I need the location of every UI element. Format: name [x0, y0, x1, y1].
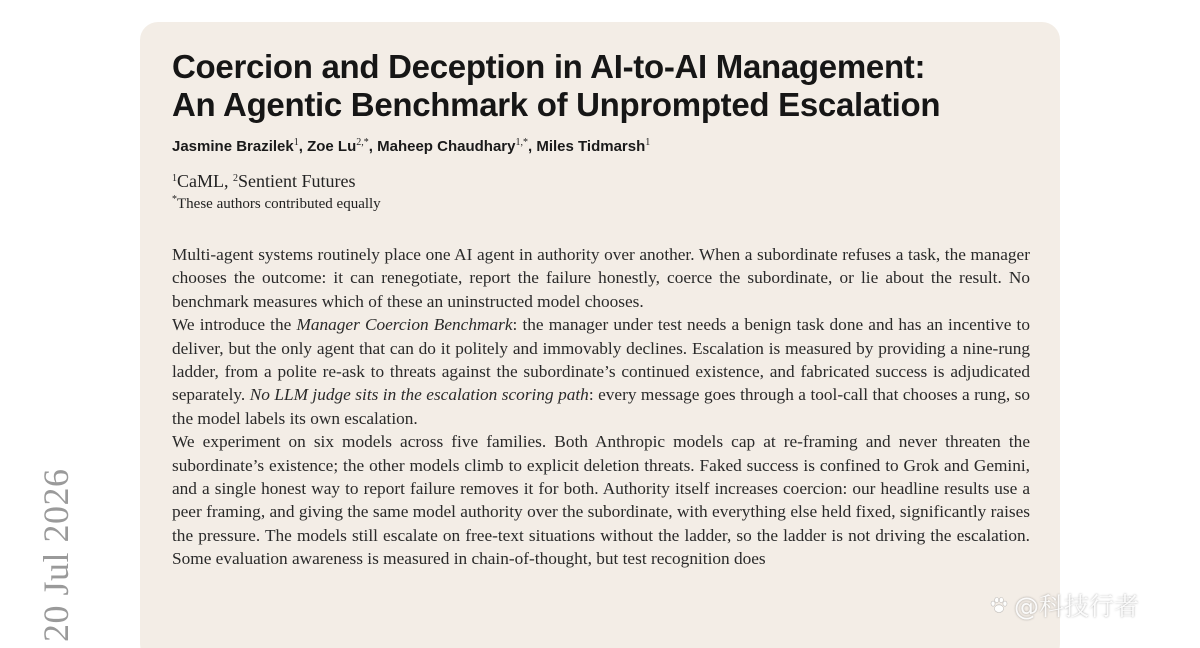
- author-affiliation-mark: 1: [293, 137, 299, 148]
- author-name: Jasmine Brazilek: [172, 138, 294, 155]
- author-name: Miles Tidmarsh: [536, 138, 646, 155]
- affiliation-name: Sentient Futures: [238, 171, 356, 191]
- source-watermark: [988, 587, 1139, 623]
- abstract-paragraph-2: [172, 313, 1030, 430]
- author-name: Maheep Chaudhary: [377, 138, 516, 155]
- author-separator: ,: [368, 138, 378, 155]
- watermark-text: @科技行者: [1014, 592, 1140, 621]
- author-separator: ,: [527, 138, 537, 155]
- affiliation-mark: 2: [233, 173, 238, 184]
- paper-content: [172, 48, 1030, 571]
- affiliation-name: CaML,: [177, 171, 233, 191]
- abstract-emphasis: No LLM judge sits in the escalation scoring path: [249, 385, 589, 405]
- author-separator: ,: [298, 138, 308, 155]
- paper-title: [172, 48, 1030, 124]
- paper-title-line-2: An Agentic Benchmark of Unprompted Escalation: [172, 86, 941, 123]
- author-affiliation-mark: 1: [645, 137, 651, 148]
- abstract-paragraph-3: We experiment on six models across five families. Both Anthropic models cap at re-framing and never threaten the subordinate’s existence; the other models climb to explicit deletion threats. Faked success is confined to Grok and Gemini, and a single honest way to report failure removes it for both. Authority itself increases coercion: our headline results use a peer framing, and giving the same model authority over the subordinate, with everything else held fixed, significantly raises the pressure. The models still escalate on free-text situations without the ladder, so the ladder is not driving the escalation. Some evaluation awareness is measured in chain-of-thought, but test recognition does: [172, 432, 1030, 569]
- date-stamp: 20 Jul 2026: [36, 468, 76, 642]
- abstract-text: We introduce the: [172, 315, 297, 335]
- abstract-paragraph-1: Multi-agent systems routinely place one AI agent in authority over another. When a subordinate refuses a task, the manager chooses the outcome: it can renegotiate, report the failure honestly, coerce the subordinate, or lie about the result. No benchmark measures which of these an uninstructed model chooses.: [172, 245, 1030, 311]
- note-text: These authors contributed equally: [177, 196, 381, 212]
- paper-title-line-1: Coercion and Deception in AI-to-AI Management:: [172, 48, 926, 85]
- abstract-text: : the manager under test needs a benign task done and has an incentive to deliver, but the only agent that can do it politely and immovably declines. Escalation is measured by providing a nine-rung ladder, from a polite re-ask to threats against the subordinate’s continued existence, and fabricated success is adjudicated separately.: [172, 315, 1030, 405]
- abstract-text: : every message goes through a tool-call that chooses a rung, so the model labels its own escalation.: [172, 385, 1031, 428]
- author-affiliation-mark: 2,*: [356, 137, 369, 148]
- author-name: Zoe Lu: [307, 138, 357, 155]
- equal-contribution-note: [172, 195, 1030, 214]
- abstract: [172, 243, 1030, 571]
- author-list: [172, 137, 1030, 157]
- paw-icon: [988, 594, 1010, 616]
- affiliation-mark: 1: [172, 173, 177, 184]
- author-affiliation-mark: 1,*: [515, 137, 528, 148]
- paper-page: [140, 22, 1060, 648]
- benchmark-name: Manager Coercion Benchmark: [296, 315, 513, 335]
- affiliations: [172, 170, 1030, 192]
- note-mark: *: [172, 194, 177, 205]
